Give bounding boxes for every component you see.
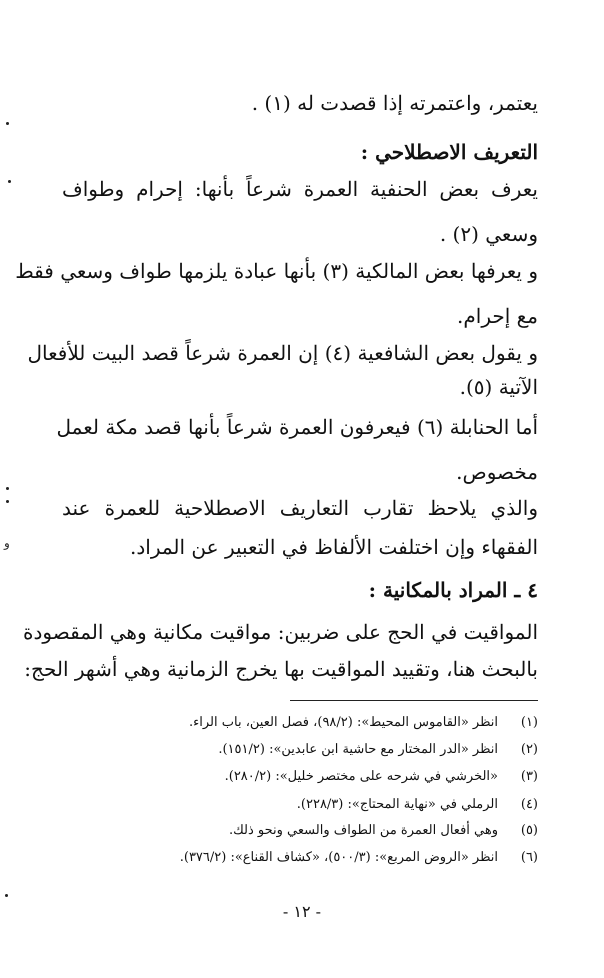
scan-speck bbox=[6, 122, 9, 125]
footnote-number: (٢) bbox=[520, 742, 538, 757]
margin-note: و bbox=[4, 536, 10, 550]
body-line: الفقهاء وإن اختلفت الألفاظ في التعبير عن المراد. bbox=[130, 535, 538, 559]
footnote-text: انظر «الروض المربع»: (٥٠٠/٣)، «كشاف القناع»: (٣٧٦/٢). bbox=[179, 850, 498, 865]
footnote bbox=[62, 740, 538, 760]
body-line: مع إحرام. bbox=[457, 304, 538, 328]
body-line: أما الحنابلة (٦) فيعرفون العمرة شرعاً بأنها قصد مكة لعمل bbox=[56, 415, 538, 439]
section-heading: ٤ ـ المراد بالمكانية : bbox=[368, 578, 538, 602]
body-line: يعتمر، واعتمرته إذا قصدت له (١) . bbox=[251, 91, 538, 115]
footnote bbox=[62, 767, 538, 787]
body-line: و يقول بعض الشافعية (٤) إن العمرة شرعاً قصد البيت للأفعال bbox=[27, 341, 538, 365]
page-number: - ١٢ - bbox=[282, 902, 322, 921]
body-line: والذي يلاحظ تقارب التعاريف الاصطلاحية للعمرة عند bbox=[62, 496, 538, 520]
body-line: المواقيت في الحج على ضربين: مواقيت مكانية وهي المقصودة bbox=[23, 620, 538, 644]
scan-speck bbox=[5, 894, 8, 897]
scan-speck bbox=[8, 180, 11, 183]
footnote-number: (٤) bbox=[520, 797, 538, 812]
footnote-text: الرملي في «نهاية المحتاج»: (٢٢٨/٣). bbox=[296, 797, 498, 812]
footnote-text: انظر «القاموس المحيط»: (٩٨/٢)، فصل العين، باب الراء. bbox=[189, 715, 498, 730]
footnote-text: وهي أفعال العمرة من الطواف والسعي ونحو ذلك. bbox=[228, 823, 498, 838]
footnote-number: (٣) bbox=[520, 769, 538, 784]
body-line: و يعرفها بعض المالكية (٣) بأنها عبادة يلزمها طواف وسعي فقط bbox=[15, 259, 538, 283]
footnote-divider bbox=[290, 700, 538, 701]
body-line: يعرف بعض الحنفية العمرة شرعاً بأنها: إحرام وطواف bbox=[62, 177, 538, 201]
body-line: الآتية (٥). bbox=[459, 375, 538, 399]
footnote-text: انظر «الدر المختار مع حاشية ابن عابدين»: (١٥١/٢). bbox=[218, 742, 498, 757]
footnote-number: (٦) bbox=[520, 850, 538, 865]
footnote bbox=[62, 795, 538, 815]
scan-speck bbox=[6, 487, 9, 490]
body-line: مخصوص. bbox=[456, 460, 538, 484]
body-line: وسعي (٢) . bbox=[439, 222, 538, 246]
section-heading: التعريف الاصطلاحي : bbox=[360, 140, 538, 164]
footnote-text: «الخرشي في شرحه على مختصر خليل»: (٢٨٠/٢). bbox=[224, 769, 498, 784]
footnote-number: (٥) bbox=[520, 823, 538, 838]
footnote bbox=[62, 713, 538, 733]
scan-speck bbox=[6, 500, 9, 503]
footnote-number: (١) bbox=[520, 715, 538, 730]
footnote bbox=[62, 848, 538, 868]
body-line: بالبحث هنا، وتقييد المواقيت بها يخرج الزمانية وهي أشهر الحج: bbox=[24, 657, 538, 681]
footnote bbox=[62, 821, 538, 841]
